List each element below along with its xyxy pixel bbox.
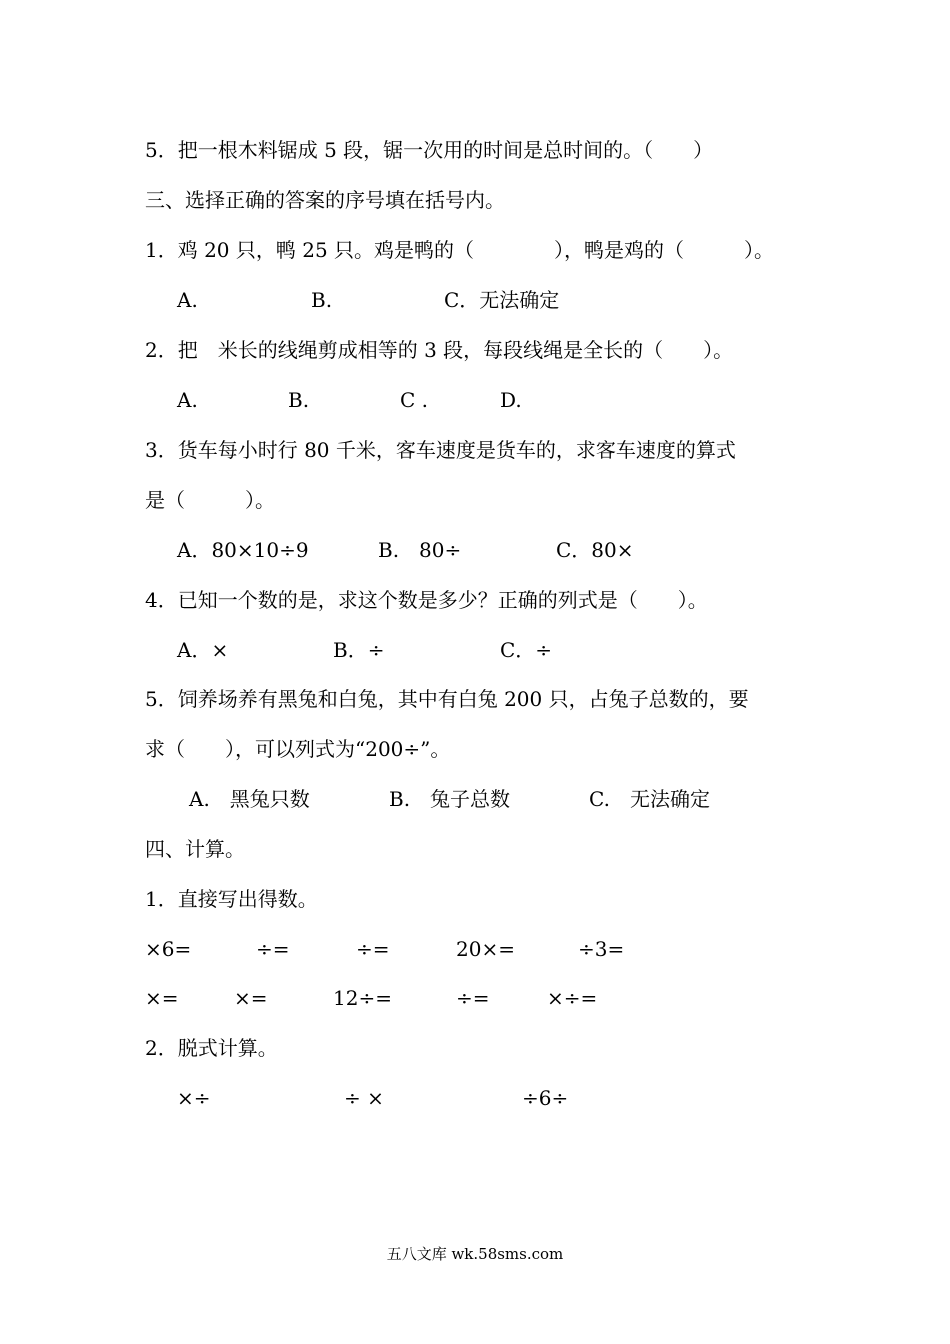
calc-1-row-1-item-5: ÷3= (578, 937, 625, 961)
q5-stem-line-2: 求（ ），可以列式为“200÷”。 (145, 737, 451, 761)
q3-stem-line-1: 3．货车每小时行 80 千米，客车速度是货车的，求客车速度的算式 (145, 438, 736, 462)
q2-option-b: B. (288, 388, 310, 412)
section-4-heading: 四、计算。 (145, 837, 245, 861)
q4-option-c: C．÷ (500, 638, 553, 662)
calc-1-row-2-item-2: ×= (234, 986, 268, 1010)
calc-2-expression-2: ÷ × (344, 1086, 384, 1110)
calc-1-row-1-item-1: ×6= (145, 937, 192, 961)
calc-2-expression-3: ÷6÷ (522, 1086, 569, 1110)
q5-option-a: A. 黑兔只数 (189, 787, 310, 811)
q1-stem: 1．鸡 20 只，鸭 25 只。鸡是鸭的（ ），鸭是鸡的（ ）。 (145, 238, 775, 262)
calc-1-row-2-item-3: 12÷= (333, 986, 392, 1010)
q5-option-c: C. 无法确定 (589, 787, 710, 811)
footer-watermark: 五八文库 wk.58sms.com (386, 1245, 564, 1263)
calc-1-row-1-item-2: ÷= (256, 937, 290, 961)
q4-stem: 4．已知一个数的是，求这个数是多少？正确的列式是（ ）。 (145, 588, 708, 612)
q3-stem-line-2: 是（ ）。 (145, 488, 275, 512)
calc-1-row-2-item-5: ×÷= (547, 986, 598, 1010)
q3-option-b: B. 80÷ (378, 538, 462, 562)
q5-stem-line-1: 5．饲养场养有黑兔和白兔，其中有白兔 200 只，占兔子总数的，要 (145, 687, 749, 711)
q3-option-c: C．80× (556, 538, 634, 562)
calc-1-title: 1．直接写出得数。 (145, 887, 318, 911)
q2-stem: 2．把 米长的线绳剪成相等的 3 段，每段线绳是全长的（ ）。 (145, 338, 734, 362)
q1-option-a: A. (177, 288, 198, 312)
q4-option-b: B．÷ (333, 638, 385, 662)
q5-option-b: B. 兔子总数 (389, 787, 511, 811)
calc-1-row-1-item-3: ÷= (356, 937, 390, 961)
q1-option-c: C．无法确定 (444, 288, 560, 312)
q3-option-a: A．80×10÷9 (177, 538, 309, 562)
section-3-heading: 三、选择正确的答案的序号填在括号内。 (145, 188, 505, 212)
calc-1-row-2-item-1: ×= (145, 986, 179, 1010)
calc-2-title: 2．脱式计算。 (145, 1036, 278, 1060)
q2-option-c: C . (400, 388, 429, 412)
q1-option-b: B. (311, 288, 333, 312)
q2-option-d: D. (500, 388, 522, 412)
calc-1-row-2-item-4: ÷= (456, 986, 490, 1010)
calc-2-expression-1: ×÷ (177, 1086, 211, 1110)
calc-1-row-1-item-4: 20×= (456, 937, 515, 961)
q2-option-a: A. (177, 388, 198, 412)
q4-option-a: A．× (177, 638, 229, 662)
part2-question-5: 5．把一根木料锯成 5 段，锯一次用的时间是总时间的。（ ） (145, 138, 714, 162)
